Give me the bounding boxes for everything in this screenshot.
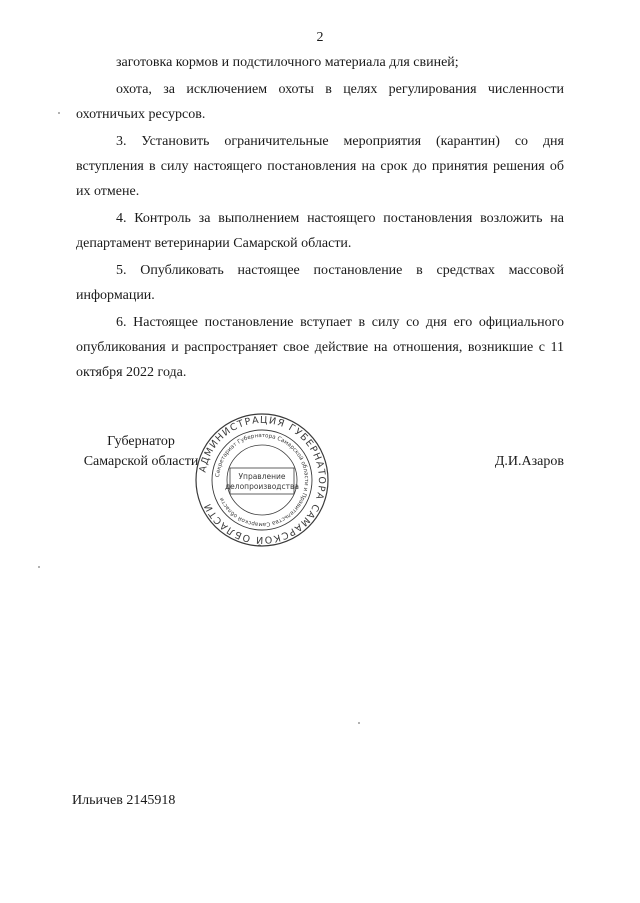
seal-outer-text: АДМИНИСТРАЦИЯ ГУБЕРНАТОРА САМАРСКОЙ ОБЛАСТИ [197,414,328,546]
paragraph: 4. Контроль за выполнением настоящего постановления возложить на департамент ветеринарии Самарской области. [76,211,564,251]
signer-title-line2: Самарской области [83,454,199,469]
scan-speck [58,112,60,114]
paragraph: охота, за исключением охоты в целях регулирования численности охотничьих ресурсов. [76,82,564,122]
signer-name: Д.И.Азаров [494,454,564,469]
official-seal [192,410,332,550]
seal-center-line2: делопроизводства [224,482,300,491]
signer-title [76,432,206,472]
scan-speck [358,722,360,724]
paragraph: заготовка кормов и подстилочного материала для свиней; [116,55,459,70]
document-body [76,50,564,387]
paragraph: 3. Установить ограничительные мероприятия (карантин) со дня вступления в силу настоящего постановления на срок до принятия решения об их отмене. [76,134,564,199]
signature-block [76,414,564,546]
page-number: 2 [316,30,324,45]
seal-center-box [225,468,299,494]
seal-inner-text: Секретариат Губернатора Самарской области и Правительства Самарской области [215,432,310,528]
signer-title-line1: Губернатор [107,434,175,449]
scan-speck [38,566,40,568]
author-line: Ильичев 2145918 [72,793,176,808]
seal-graphic [192,410,332,550]
paragraph: 6. Настоящее постановление вступает в силу со дня его официального опубликования и распространяет свое действие на отношения, возникшие с 11 октября 2022 года. [76,315,564,380]
paragraph: 5. Опубликовать настоящее постановление в средствах массовой информации. [76,263,564,303]
seal-center-line1: Управление [238,472,286,481]
